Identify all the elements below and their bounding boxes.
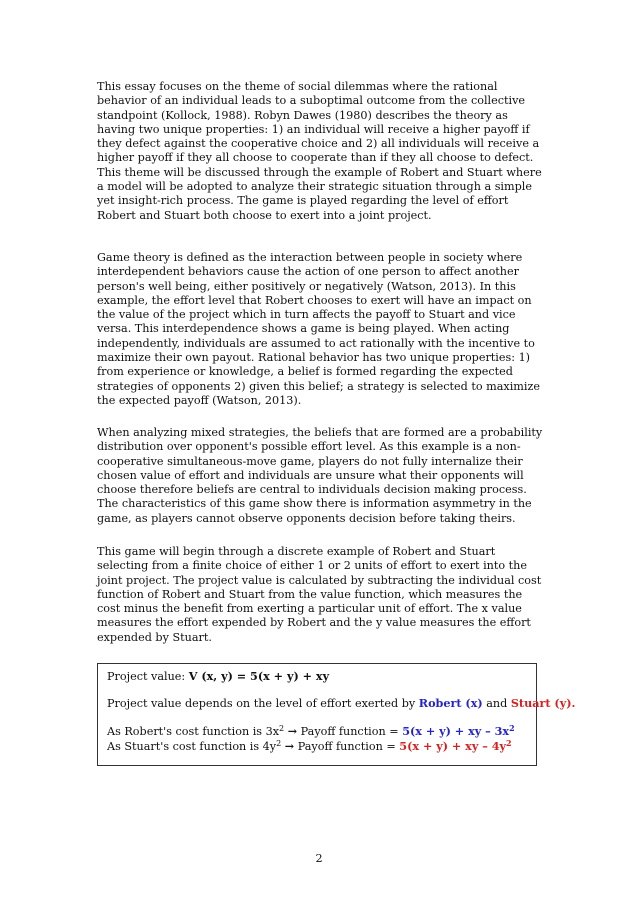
paragraph-intro: This essay focuses on the theme of social dilemmas where the rational behavior of an individual leads to a suboptimal outcome from the collective standpoint (Kollock, 1988). Robyn Dawes (1980) describes the theory as having two unique properties: 1) an individual will receive a higher payoff if they defect against the cooperative choice and 2) all individuals will receive a higher payoff if they all choose to cooperate than if they all choose to defect. This theme will be discussed through the example of Robert and Stuart where a model will be adopted to analyze their strategic situation through a simple yet insight-rich process. The game is played regarding the level of effort Robert and Stuart both choose to exert into a joint project.: [97, 80, 542, 222]
paragraph-mixed-strategies: When analyzing mixed strategies, the beliefs that are formed are a probability distribution over opponent's possible effort level. As this example is a non-cooperative simultaneous-move game, players do not fully internalize their chosen value of effort and individuals are unsure what their opponents will choose therefore beliefs are central to individuals decision making process. The characteristics of this game show there is information asymmetry in the game, as players cannot observe opponents decision before taking theirs.: [97, 426, 543, 525]
stuart-payoff-exponent: 2: [506, 737, 512, 748]
page-number: 2: [315, 852, 323, 865]
robert-cost-exponent: 2: [279, 723, 285, 733]
project-value-label: Project value:: [107, 670, 189, 683]
project-value-formula: V (x, y) = 5(x + y) + xy: [188, 669, 330, 683]
robert-cost-line: [107, 724, 536, 739]
robert-payoff-exponent: 2: [509, 722, 515, 733]
depends-line: [107, 696, 576, 711]
arrow-right-icon: →: [287, 723, 298, 738]
payoff-text: Payoff function =: [294, 739, 400, 753]
paragraph-discrete-example: This game will begin through a discrete example of Robert and Stuart selecting from a finite choice of either 1 or 2 units of effort to exert into the joint project. The project value is calculated by subtracting the individual cost function of Robert and Stuart from the value function, which measures the cost minus the benefit from exerting a particular unit of effort. The x value measures the effort expended by Robert and the y value measures the effort expended by Stuart.: [97, 545, 542, 644]
stuart-label: Stuart (y).: [510, 696, 576, 711]
project-value-line: [107, 669, 536, 684]
paragraph-game-theory: Game theory is defined as the interaction between people in society where interdependent behaviors cause the action of one person to affect another person's well being, either positively or negatively (Watson, 2013). In this example, the effort level that Robert chooses to exert will have an impact on the value of the project which in turn affects the payoff to Stuart and vice versa. This interdependence shows a game is being played. When acting independently, individuals are assumed to act rationally with the incentive to maximize their own payout. Rational behavior has two unique properties: 1) from experience or knowledge, a belief is formed regarding the expected strategies of opponents 2) given this belief; a strategy is selected to maximize the expected payoff (Watson, 2013).: [97, 251, 540, 407]
stuart-cost-line: [107, 739, 536, 754]
arrow-right-icon: →: [284, 738, 295, 753]
formula-box: [97, 663, 576, 766]
stuart-payoff: 5(x + y) + xy – 4y: [399, 738, 507, 753]
depends-text: Project value depends on the level of effort exerted by: [107, 697, 419, 711]
robert-cost-text: As Robert's cost function is 3x: [107, 724, 280, 738]
robert-label: Robert (x): [418, 696, 483, 711]
stuart-cost-exponent: 2: [276, 738, 282, 748]
robert-payoff: 5(x + y) + xy – 3x: [402, 723, 510, 738]
payoff-text: Payoff function =: [297, 724, 403, 738]
and-text: and: [482, 697, 511, 711]
stuart-cost-text: As Stuart's cost function is 4y: [107, 739, 277, 753]
